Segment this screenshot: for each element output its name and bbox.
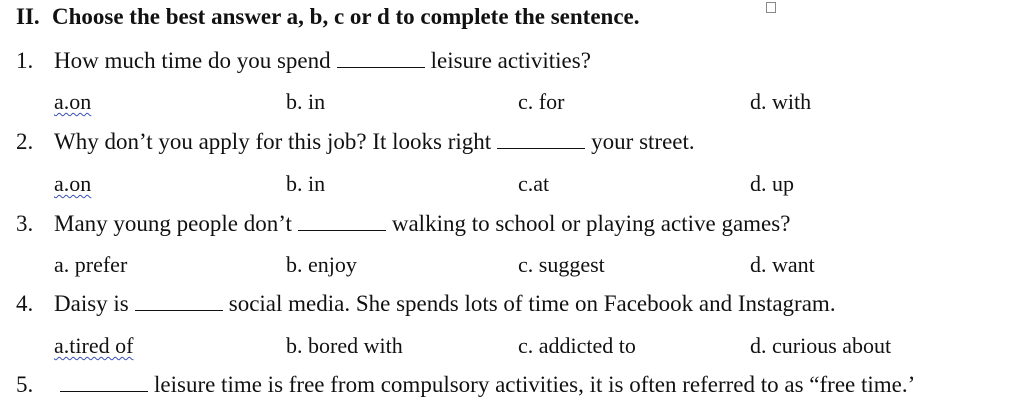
answer-blank[interactable] [337, 49, 425, 68]
answer-blank[interactable] [60, 373, 148, 392]
option-a[interactable]: a. prefer [54, 252, 128, 277]
question-text-before: Daisy is [54, 291, 129, 316]
checkbox-marker[interactable] [766, 2, 776, 13]
option-c[interactable]: c. suggest [518, 252, 605, 277]
question-number: 4. [16, 291, 34, 316]
question-number: 5. [16, 372, 34, 397]
option-a[interactable]: a.on [54, 89, 92, 114]
section-heading [16, 4, 640, 30]
option-c[interactable]: c. addicted to [518, 333, 636, 358]
option-c[interactable]: c.at [518, 171, 550, 196]
option-d[interactable]: d. want [750, 252, 815, 277]
answer-blank[interactable] [135, 292, 223, 311]
section-number: II. [16, 4, 40, 29]
section-instruction: Choose the best answer a, b, c or d to complete the sentence. [52, 4, 640, 29]
question-text-after: your street. [591, 129, 695, 154]
option-c[interactable]: c. for [518, 89, 565, 114]
question-text-after: walking to school or playing active games? [391, 211, 791, 236]
question-number: 3. [16, 211, 34, 236]
option-b[interactable]: b. enjoy [286, 252, 357, 277]
option-a[interactable]: a.on [54, 171, 92, 196]
question-text-after: leisure activities? [430, 48, 591, 73]
option-b[interactable]: b. bored with [286, 333, 403, 358]
question-1 [16, 48, 591, 74]
question-text-after: social media. She spends lots of time on Facebook and Instagram. [228, 291, 836, 316]
option-a[interactable]: a.tired of [54, 333, 134, 358]
answer-blank[interactable] [298, 212, 386, 231]
question-number: 1. [16, 48, 34, 73]
option-d[interactable]: d. with [750, 89, 812, 114]
question-number: 2. [16, 129, 34, 154]
option-d[interactable]: d. curious about [750, 333, 892, 358]
answer-blank[interactable] [497, 130, 585, 149]
question-text-before: How much time do you spend [54, 48, 331, 73]
question-text-before: Why don’t you apply for this job? It looks right [54, 129, 492, 154]
question-5 [16, 372, 915, 398]
option-d[interactable]: d. up [750, 171, 794, 196]
option-b[interactable]: b. in [286, 171, 326, 196]
question-text-before: Many young people don’t [54, 211, 292, 236]
question-2 [16, 129, 695, 155]
question-4 [16, 291, 836, 317]
option-b[interactable]: b. in [286, 89, 326, 114]
question-3 [16, 211, 790, 237]
question-text-after: leisure time is free from compulsory activities, it is often referred to as “free time.’ [154, 372, 916, 397]
